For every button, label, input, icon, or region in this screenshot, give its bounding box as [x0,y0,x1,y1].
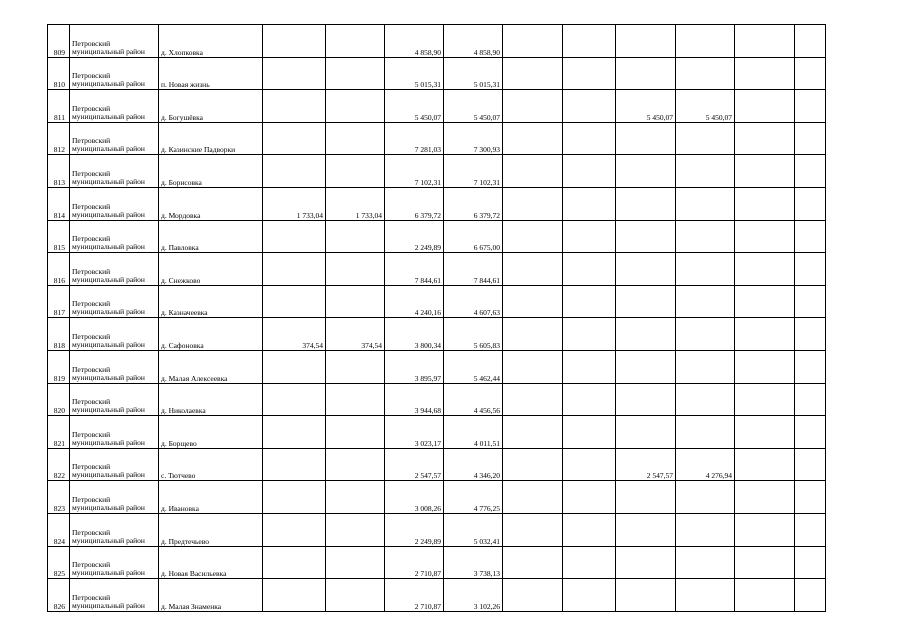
value-cell-8: 4 276,94 [676,448,735,481]
value-cell-10 [795,448,826,481]
value-cell-9 [735,416,795,449]
value-cell-3: 2 249,89 [385,220,444,253]
district-cell: Петровский муниципальный район [70,25,159,58]
value-cell-3: 3 008,26 [385,481,444,514]
value-cell-10 [795,546,826,579]
row-number: 812 [48,122,70,155]
value-cell-2 [326,579,385,612]
value-cell-7 [616,416,676,449]
table-body [48,25,826,612]
value-cell-7: 2 547,57 [616,448,676,481]
value-cell-9 [735,513,795,546]
value-cell-4: 7 300,93 [444,122,503,155]
value-cell-6 [563,546,616,579]
value-cell-4: 6 379,72 [444,187,503,220]
value-cell-8 [676,513,735,546]
value-cell-3: 7 844,61 [385,253,444,286]
value-cell-4: 5 015,31 [444,57,503,90]
value-cell-10 [795,579,826,612]
value-cell-3: 5 450,07 [385,90,444,123]
value-cell-4: 7 102,31 [444,155,503,188]
value-cell-2 [326,481,385,514]
row-number: 820 [48,383,70,416]
value-cell-3: 7 281,03 [385,122,444,155]
value-cell-2: 1 733,04 [326,187,385,220]
value-cell-5 [503,57,563,90]
district-cell: Петровский муниципальный район [70,416,159,449]
value-cell-8 [676,546,735,579]
row-number: 817 [48,285,70,318]
table-row [48,383,826,416]
value-cell-8 [676,220,735,253]
value-cell-9 [735,579,795,612]
value-cell-5 [503,187,563,220]
district-cell: Петровский муниципальный район [70,546,159,579]
district-cell: Петровский муниципальный район [70,122,159,155]
value-cell-5 [503,253,563,286]
value-cell-7 [616,122,676,155]
settlement-cell: д. Богушёвка [159,90,263,123]
row-number: 824 [48,513,70,546]
value-cell-5 [503,579,563,612]
row-number: 819 [48,350,70,383]
table-row [48,57,826,90]
district-cell: Петровский муниципальный район [70,57,159,90]
table-row [48,285,826,318]
value-cell-5 [503,220,563,253]
value-cell-10 [795,90,826,123]
value-cell-10 [795,220,826,253]
table-row [48,25,826,58]
value-cell-10 [795,318,826,351]
settlement-cell: д. Малая Знаменка [159,579,263,612]
value-cell-2 [326,253,385,286]
row-number: 821 [48,416,70,449]
value-cell-3: 3 023,17 [385,416,444,449]
district-cell: Петровский муниципальный район [70,579,159,612]
value-cell-1 [263,513,326,546]
district-cell: Петровский муниципальный район [70,513,159,546]
settlement-cell: д. Мордовка [159,187,263,220]
value-cell-8 [676,383,735,416]
value-cell-10 [795,25,826,58]
value-cell-1 [263,155,326,188]
value-cell-1 [263,383,326,416]
settlement-cell: д. Снежково [159,253,263,286]
table-row [48,220,826,253]
value-cell-9 [735,90,795,123]
value-cell-3: 4 240,16 [385,285,444,318]
value-cell-8 [676,285,735,318]
settlement-cell: с. Тютчево [159,448,263,481]
value-cell-10 [795,285,826,318]
value-cell-9 [735,481,795,514]
value-cell-3: 3 895,97 [385,350,444,383]
value-cell-7 [616,513,676,546]
value-cell-8 [676,318,735,351]
value-cell-7 [616,546,676,579]
value-cell-6 [563,155,616,188]
value-cell-9 [735,546,795,579]
value-cell-2 [326,90,385,123]
value-cell-4: 3 738,13 [444,546,503,579]
value-cell-6 [563,25,616,58]
settlement-cell: д. Предтечьево [159,513,263,546]
value-cell-1 [263,90,326,123]
value-cell-9 [735,253,795,286]
value-cell-2 [326,448,385,481]
value-cell-8 [676,57,735,90]
value-cell-6 [563,285,616,318]
row-number: 809 [48,25,70,58]
value-cell-5 [503,448,563,481]
table-row [48,416,826,449]
value-cell-2: 374,54 [326,318,385,351]
value-cell-9 [735,187,795,220]
value-cell-8 [676,416,735,449]
value-cell-5 [503,90,563,123]
row-number: 826 [48,579,70,612]
settlement-cell: д. Николаевка [159,383,263,416]
district-cell: Петровский муниципальный район [70,187,159,220]
value-cell-1 [263,253,326,286]
value-cell-7: 5 450,07 [616,90,676,123]
row-number: 811 [48,90,70,123]
table-row [48,448,826,481]
value-cell-9 [735,318,795,351]
settlement-cell: д. Малая Алексеевка [159,350,263,383]
district-cell: Петровский муниципальный район [70,155,159,188]
value-cell-4: 7 844,61 [444,253,503,286]
settlement-cell: д. Хлопковка [159,25,263,58]
row-number: 822 [48,448,70,481]
value-cell-4: 3 102,26 [444,579,503,612]
value-cell-4: 4 607,63 [444,285,503,318]
value-cell-3: 2 710,87 [385,546,444,579]
value-cell-6 [563,122,616,155]
value-cell-7 [616,220,676,253]
table-row [48,350,826,383]
value-cell-8 [676,350,735,383]
table-row [48,90,826,123]
value-cell-10 [795,416,826,449]
value-cell-6 [563,187,616,220]
value-cell-4: 5 605,83 [444,318,503,351]
district-cell: Петровский муниципальный район [70,350,159,383]
value-cell-8 [676,187,735,220]
value-cell-8 [676,579,735,612]
value-cell-6 [563,513,616,546]
value-cell-6 [563,220,616,253]
value-cell-1: 1 733,04 [263,187,326,220]
value-cell-5 [503,285,563,318]
value-cell-3: 2 547,57 [385,448,444,481]
value-cell-1: 374,54 [263,318,326,351]
value-cell-8 [676,481,735,514]
district-cell: Петровский муниципальный район [70,90,159,123]
value-cell-7 [616,318,676,351]
value-cell-2 [326,25,385,58]
value-cell-3: 3 800,34 [385,318,444,351]
value-cell-9 [735,350,795,383]
value-cell-7 [616,383,676,416]
settlement-cell: д. Борисовка [159,155,263,188]
value-cell-8 [676,155,735,188]
value-cell-3: 5 015,31 [385,57,444,90]
settlement-cell: д. Казначеевка [159,285,263,318]
value-cell-9 [735,220,795,253]
value-cell-3: 3 944,68 [385,383,444,416]
value-cell-7 [616,155,676,188]
value-cell-9 [735,57,795,90]
value-cell-4: 4 346,20 [444,448,503,481]
value-cell-1 [263,220,326,253]
value-cell-10 [795,253,826,286]
value-cell-7 [616,350,676,383]
table-row [48,579,826,612]
value-cell-7 [616,579,676,612]
value-cell-8 [676,25,735,58]
value-cell-2 [326,546,385,579]
value-cell-8 [676,253,735,286]
value-cell-2 [326,416,385,449]
value-cell-4: 4 858,90 [444,25,503,58]
value-cell-5 [503,350,563,383]
value-cell-1 [263,57,326,90]
value-cell-7 [616,25,676,58]
value-cell-5 [503,318,563,351]
value-cell-1 [263,25,326,58]
value-cell-3: 2 710,87 [385,579,444,612]
value-cell-2 [326,57,385,90]
settlement-cell: д. Сафоновка [159,318,263,351]
value-cell-4: 5 032,41 [444,513,503,546]
settlement-cell: п. Новая жизнь [159,57,263,90]
row-number: 823 [48,481,70,514]
value-cell-2 [326,220,385,253]
table-row [48,513,826,546]
value-cell-4: 5 462,44 [444,350,503,383]
district-cell: Петровский муниципальный район [70,220,159,253]
value-cell-2 [326,285,385,318]
row-number: 815 [48,220,70,253]
value-cell-6 [563,579,616,612]
value-cell-3: 2 249,89 [385,513,444,546]
table-row [48,481,826,514]
value-cell-6 [563,318,616,351]
row-number: 825 [48,546,70,579]
settlement-cell: д. Ивановка [159,481,263,514]
value-cell-1 [263,122,326,155]
district-cell: Петровский муниципальный район [70,285,159,318]
value-cell-6 [563,57,616,90]
value-cell-10 [795,383,826,416]
value-cell-7 [616,57,676,90]
value-cell-5 [503,122,563,155]
value-cell-1 [263,546,326,579]
value-cell-6 [563,350,616,383]
value-cell-9 [735,285,795,318]
row-number: 818 [48,318,70,351]
value-cell-4: 4 456,56 [444,383,503,416]
row-number: 814 [48,187,70,220]
table-row [48,546,826,579]
value-cell-10 [795,57,826,90]
data-table [47,24,826,612]
value-cell-1 [263,350,326,383]
value-cell-10 [795,481,826,514]
value-cell-1 [263,448,326,481]
value-cell-7 [616,481,676,514]
value-cell-6 [563,481,616,514]
value-cell-5 [503,416,563,449]
table-row [48,253,826,286]
table-row [48,318,826,351]
table-row [48,122,826,155]
table-row [48,155,826,188]
value-cell-7 [616,285,676,318]
district-cell: Петровский муниципальный район [70,253,159,286]
settlement-cell: д. Павловка [159,220,263,253]
value-cell-7 [616,187,676,220]
value-cell-9 [735,383,795,416]
value-cell-1 [263,579,326,612]
value-cell-4: 4 011,51 [444,416,503,449]
district-cell: Петровский муниципальный район [70,448,159,481]
row-number: 816 [48,253,70,286]
value-cell-6 [563,416,616,449]
value-cell-3: 4 858,90 [385,25,444,58]
value-cell-4: 4 776,25 [444,481,503,514]
value-cell-3: 7 102,31 [385,155,444,188]
value-cell-6 [563,253,616,286]
value-cell-10 [795,513,826,546]
value-cell-2 [326,383,385,416]
value-cell-1 [263,416,326,449]
value-cell-5 [503,546,563,579]
value-cell-6 [563,448,616,481]
value-cell-5 [503,383,563,416]
value-cell-6 [563,90,616,123]
value-cell-5 [503,25,563,58]
row-number: 813 [48,155,70,188]
value-cell-6 [563,383,616,416]
value-cell-5 [503,513,563,546]
value-cell-1 [263,285,326,318]
value-cell-1 [263,481,326,514]
value-cell-9 [735,448,795,481]
district-cell: Петровский муниципальный район [70,318,159,351]
value-cell-10 [795,155,826,188]
value-cell-2 [326,513,385,546]
value-cell-7 [616,253,676,286]
value-cell-9 [735,122,795,155]
value-cell-8: 5 450,07 [676,90,735,123]
value-cell-2 [326,122,385,155]
value-cell-5 [503,481,563,514]
value-cell-2 [326,155,385,188]
district-cell: Петровский муниципальный район [70,481,159,514]
value-cell-4: 6 675,00 [444,220,503,253]
value-cell-10 [795,187,826,220]
row-number: 810 [48,57,70,90]
value-cell-10 [795,350,826,383]
value-cell-9 [735,155,795,188]
settlement-cell: д. Борщево [159,416,263,449]
value-cell-9 [735,25,795,58]
district-cell: Петровский муниципальный район [70,383,159,416]
value-cell-5 [503,155,563,188]
value-cell-4: 5 450,07 [444,90,503,123]
settlement-cell: д. Казинские Падворки [159,122,263,155]
value-cell-8 [676,122,735,155]
value-cell-2 [326,350,385,383]
table-row [48,187,826,220]
settlement-cell: д. Новая Васильевка [159,546,263,579]
value-cell-3: 6 379,72 [385,187,444,220]
value-cell-10 [795,122,826,155]
